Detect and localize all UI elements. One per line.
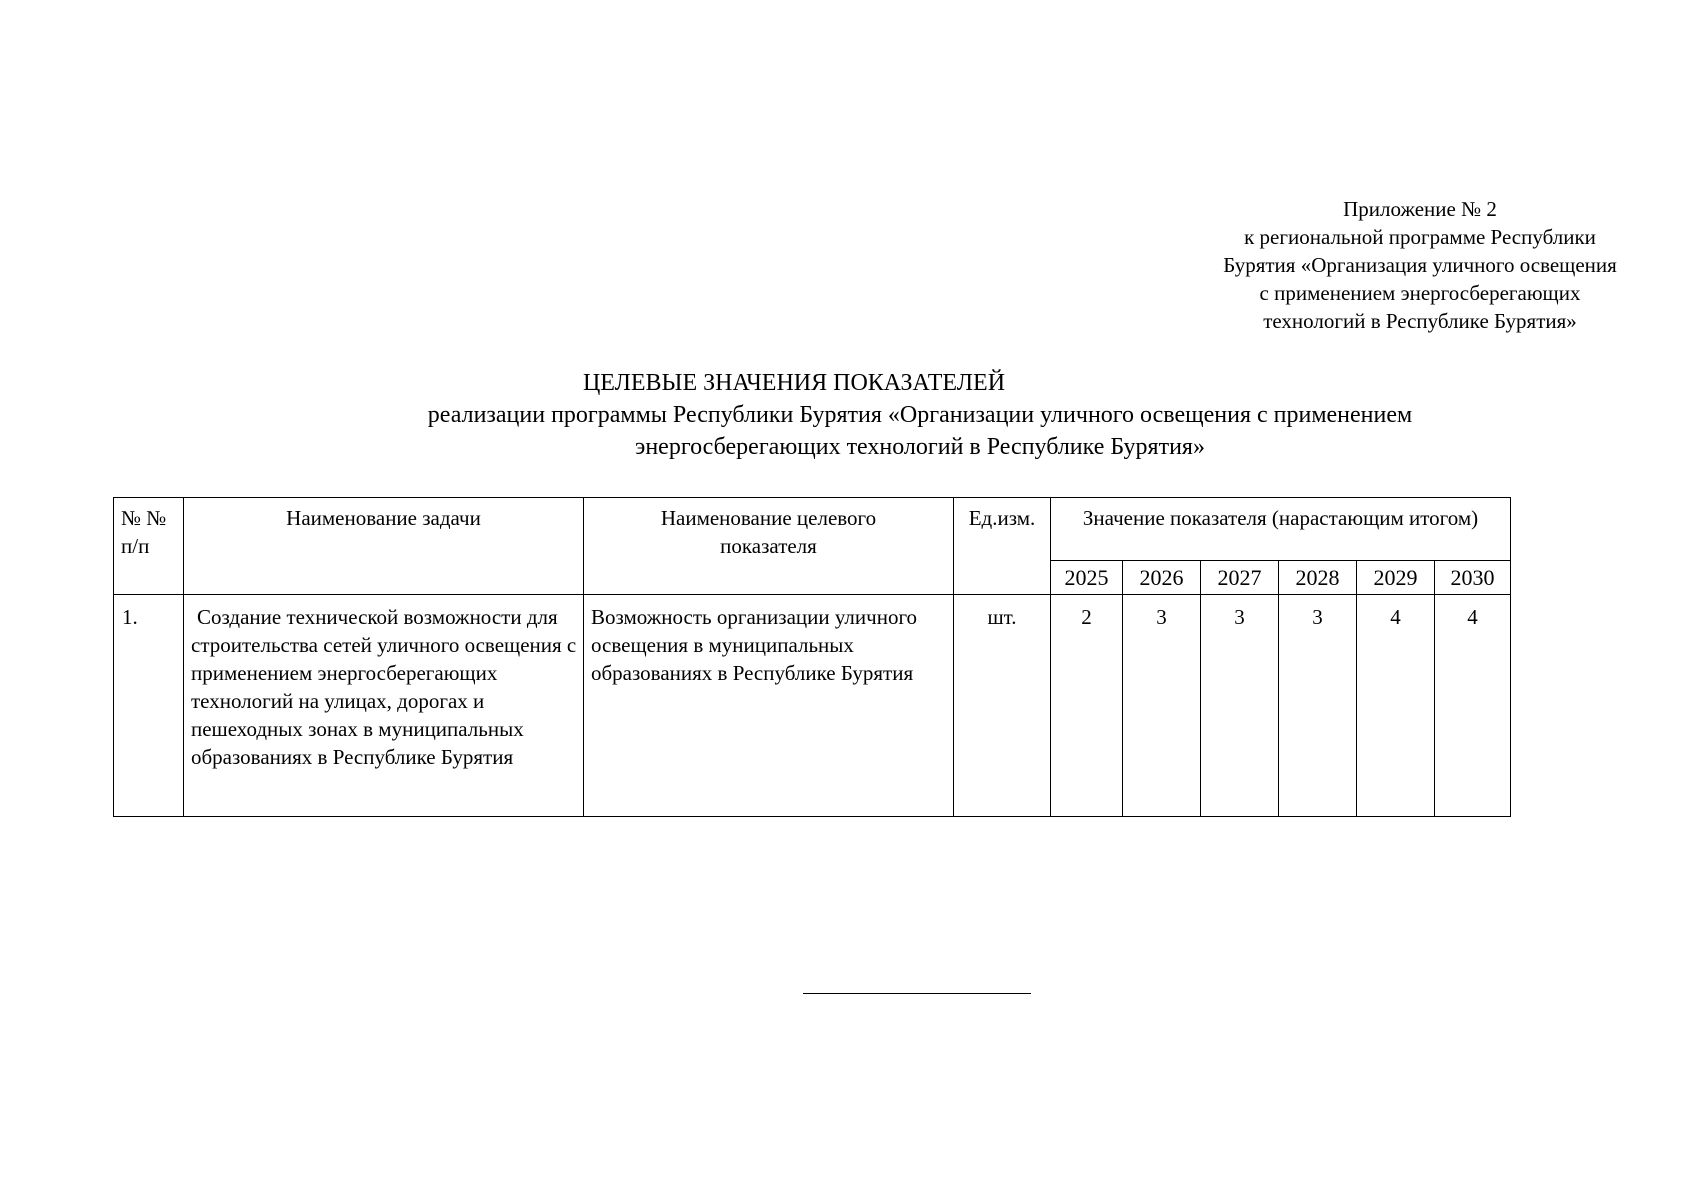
footer-divider: [803, 993, 1031, 994]
cell-unit: шт.: [954, 595, 1051, 817]
cell-value: 3: [1279, 595, 1357, 817]
header-year: 2025: [1051, 561, 1123, 595]
title-line-1: ЦЕЛЕВЫЕ ЗНАЧЕНИЯ ПОКАЗАТЕЛЕЙ: [582, 370, 1006, 396]
header-indicator-text: Наименование целевого показателя: [660, 506, 877, 558]
cell-value: 4: [1435, 595, 1511, 817]
appendix-line: технологий в Республике Бурятия»: [1263, 309, 1577, 333]
table-row: [114, 595, 1511, 817]
cell-value: 2: [1051, 595, 1123, 817]
cell-indicator: Возможность организации уличного освещения в муниципальных образованиях в Республике Бурятия: [584, 595, 954, 817]
title-line-2: реализации программы Республики Бурятия «Организации уличного освещения с применением: [427, 402, 1413, 428]
cell-task: [184, 595, 584, 817]
appendix-line: с применением энергосберегающих: [1259, 281, 1581, 305]
cell-value: 3: [1201, 595, 1279, 817]
appendix-line: Бурятия «Организация уличного освещения: [1223, 253, 1617, 277]
header-value: [1051, 498, 1511, 561]
appendix-block: [1170, 195, 1670, 335]
header-unit: Ед.изм.: [954, 498, 1051, 595]
cell-value: 4: [1357, 595, 1435, 817]
header-year: 2026: [1123, 561, 1201, 595]
cell-num: 1.: [114, 595, 184, 817]
header-task: Наименование задачи: [184, 498, 584, 595]
appendix-line: к региональной программе Республики: [1244, 225, 1596, 249]
header-indicator: [584, 498, 954, 595]
appendix-line: Приложение № 2: [1343, 197, 1497, 221]
document-title: [330, 367, 1510, 463]
header-year: 2028: [1279, 561, 1357, 595]
indicators-table: [113, 497, 1511, 817]
header-value-text: Значение показателя (нарастающим итогом): [1082, 506, 1479, 530]
table-header-row: [114, 498, 1511, 561]
header-num: № № п/п: [114, 498, 184, 595]
cell-task-text: Создание технической возможности для строительства сетей уличного освещения с применением энергосберегающих технологий на улицах, дорогах и пешеходных зонах в муниципальных образованиях в Республике Бурятия: [191, 605, 577, 769]
title-line-3: энергосберегающих технологий в Республике Бурятия»: [635, 434, 1205, 460]
header-year: 2030: [1435, 561, 1511, 595]
header-year: 2029: [1357, 561, 1435, 595]
cell-value: 3: [1123, 595, 1201, 817]
header-year: 2027: [1201, 561, 1279, 595]
